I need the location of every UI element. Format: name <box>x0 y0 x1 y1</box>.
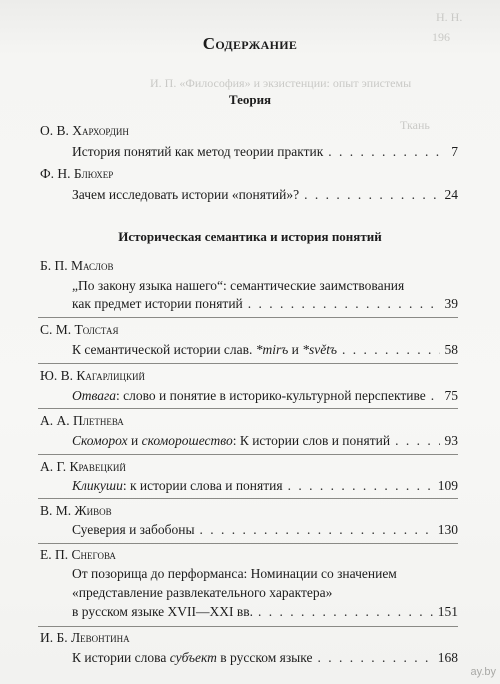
leader-dots <box>200 522 433 538</box>
entry-title-italic: Скоморох <box>72 433 128 448</box>
entry-divider <box>38 363 458 364</box>
watermark: ay.by <box>470 666 496 678</box>
leader-dots <box>431 388 440 404</box>
entry-divider <box>38 498 458 499</box>
section-title-semantics: Историческая семантика и история понятий <box>118 229 382 244</box>
author-name: Е. П. Снегова <box>40 547 116 562</box>
author-name: Ф. Н. Блюхер <box>40 166 114 181</box>
entry-title-line[interactable]: От позорища до перформанса: Номинации со значением <box>72 566 397 581</box>
leader-dots <box>317 650 432 666</box>
author-name: Б. П. Маслов <box>40 258 114 273</box>
entry-title-line[interactable]: „По закону языка нашего“: семантические заимствования <box>72 278 405 293</box>
toc-entry[interactable] <box>72 342 458 358</box>
entry-title-italic: скоморошество <box>141 433 233 448</box>
toc-entry[interactable] <box>72 650 458 666</box>
entry-title: : к истории слова и понятия <box>122 478 283 493</box>
entry-title-italic: Кликуши <box>72 478 123 493</box>
page-title: Содержание <box>202 34 298 53</box>
leader-dots <box>342 342 439 358</box>
author-name: В. М. Живов <box>40 503 112 518</box>
entry-title: Суеверия и забобоны <box>72 522 195 537</box>
entry-title-connector: и <box>288 342 303 357</box>
author-name: О. В. Хархордин <box>40 123 129 138</box>
leader-dots <box>395 433 439 449</box>
toc-entry[interactable] <box>72 604 458 620</box>
leader-dots <box>258 604 433 620</box>
entry-title: : К истории слов и понятий <box>232 433 391 448</box>
bleed-through-text: Н. Н. <box>436 10 463 24</box>
toc-entry[interactable] <box>72 187 458 203</box>
entry-title-italic: *světъ <box>302 342 338 357</box>
entry-divider <box>38 408 458 409</box>
page-number: 93 <box>444 433 458 448</box>
page-number: 109 <box>437 478 458 493</box>
toc-entry[interactable] <box>72 433 458 449</box>
author-name: Ю. В. Кагарлицкий <box>40 368 146 383</box>
toc-entry[interactable] <box>72 296 458 312</box>
entry-title: К семантической истории слав. <box>72 342 253 357</box>
entry-title: : слово и понятие в историко-культурной перспективе <box>116 388 426 403</box>
leader-dots <box>304 187 439 203</box>
page-number: 130 <box>437 522 458 537</box>
toc-entry[interactable] <box>72 522 458 538</box>
section-title-theory: Теория <box>228 92 272 107</box>
entry-title-line[interactable]: «представление развлекательного характера» <box>72 585 333 600</box>
page-number: 75 <box>444 388 458 403</box>
bleed-through-text: И. П. «Философия» и экзистенции: опыт эпистемы <box>150 76 412 90</box>
leader-dots <box>248 296 440 312</box>
author-name: А. Г. Кравецкий <box>40 459 126 474</box>
leader-dots <box>328 144 446 160</box>
author-name: И. Б. Левонтина <box>40 630 130 645</box>
entry-title: как предмет истории понятий <box>72 296 243 311</box>
entry-title: К истории слова <box>72 650 167 665</box>
entry-title-italic: Отвага <box>72 388 117 403</box>
page-number: 24 <box>444 187 458 202</box>
toc-entry[interactable] <box>72 388 458 404</box>
toc-entry[interactable] <box>72 144 458 160</box>
bleed-through-text: Ткань <box>400 118 430 132</box>
entry-title: в русском языке XVII—XXI вв. <box>72 604 254 619</box>
entry-title-italic: *mirъ <box>255 342 289 357</box>
page-number: 168 <box>437 650 458 665</box>
entry-divider <box>38 317 458 318</box>
leader-dots <box>288 478 433 494</box>
author-name: А. А. Плетнева <box>40 413 124 428</box>
page-number: 39 <box>444 296 458 311</box>
entry-divider <box>38 454 458 455</box>
entry-divider <box>38 543 458 544</box>
entry-title: Зачем исследовать истории «понятий»? <box>72 187 300 202</box>
page-number: 58 <box>444 342 458 357</box>
page-number: 151 <box>437 604 458 619</box>
bleed-through-text: 196 <box>432 30 450 44</box>
entry-title-tail: в русском языке <box>216 650 313 665</box>
author-name: С. М. Толстая <box>40 322 119 337</box>
entry-title: История понятий как метод теории практик <box>72 144 324 159</box>
toc-entry[interactable] <box>72 478 458 494</box>
entry-title-connector: и <box>127 433 142 448</box>
entry-divider <box>38 626 458 627</box>
page-number: 7 <box>451 144 458 159</box>
entry-title-italic: субъект <box>169 650 217 665</box>
